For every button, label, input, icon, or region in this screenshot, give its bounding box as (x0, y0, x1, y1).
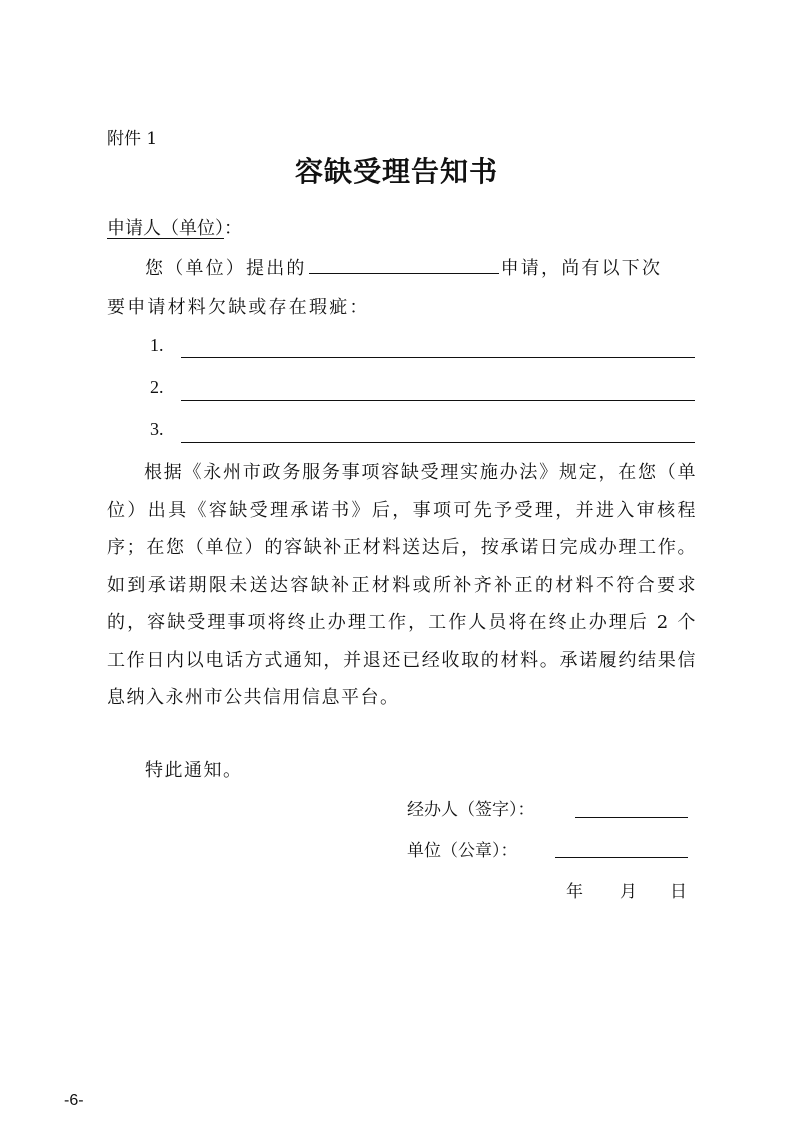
date-day-label: 日 (670, 882, 687, 902)
item-1-blank-line[interactable] (181, 357, 695, 358)
notice-text: 特此通知。 (145, 760, 243, 781)
handler-signature-label: 经办人（签字）： (407, 800, 535, 820)
intro-before-blank: 您（单位）提出的 (145, 258, 307, 279)
intro-line-2: 要申请材料欠缺或存在瑕疵： (107, 297, 370, 318)
item-3-blank-line[interactable] (181, 442, 695, 443)
applicant-colon: ： (224, 218, 242, 239)
handler-signature-line[interactable] (575, 817, 688, 818)
item-number: 2. (150, 377, 164, 397)
attachment-label: 附件 1 (107, 129, 158, 149)
unit-seal-line[interactable] (555, 857, 688, 858)
body-paragraph: 根据《永州市政务服务事项容缺受理实施办法》规定，在您（单位）出具《容缺受理承诺书》后，事项可先予受理，并进入审核程序；在您（单位）的容缺补正材料送达后，按承诺日完成办理工作。如到承诺期限未送达容缺补正材料或所补齐补正的材料不符合要求的，容缺受理事项将终止办理工作，工作人员将在终止办理后 2 个工作日内以电话方式通知，并退还已经收取的材料。承诺履约结果信息纳入永州市公共信用信息平台。 (107, 462, 697, 708)
application-blank-field[interactable] (309, 255, 499, 274)
intro-line-1 (145, 254, 662, 280)
unit-seal-label: 单位（公章）： (407, 841, 518, 861)
applicant-line (107, 214, 242, 240)
date-month-label: 月 (620, 882, 637, 902)
item-number: 1. (150, 335, 164, 355)
page-number: -6- (64, 1092, 84, 1109)
intro-after-blank: 申请，尚有以下次 (500, 258, 663, 279)
item-2-blank-line[interactable] (181, 400, 695, 401)
date-year-label: 年 (566, 882, 583, 902)
applicant-label: 申请人（单位） (107, 218, 224, 239)
item-number: 3. (150, 419, 164, 439)
document-title: 容缺受理告知书 (294, 155, 498, 188)
